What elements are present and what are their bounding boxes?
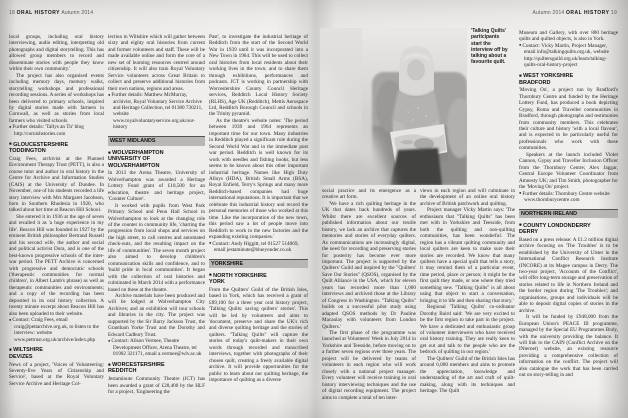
paragraph: local groups, including oral history interviewing, audio editing, interpreting old photographs and digital storytelling. This has allowed group members to record and disseminate stories with people they know within their own community.' [9, 34, 104, 73]
item-heading: ■ WORCESTERSHIRE REDDITCH [108, 361, 165, 375]
item-heading: ■ WOLVERHAMPTON UNIVERSITY OF WOLVERHAMPTON [108, 149, 164, 169]
section-bar: NORTHERN IRELAND [519, 209, 618, 218]
square-bullet-icon: ■ [519, 72, 522, 78]
paragraph: Museum and Gallery, with over 800 heritage quilts and quilted objects, is also in York. [519, 30, 618, 43]
paragraph: lection in Wiltshire which will gather between sixty and eighty oral histories from current and former volunteers and staff. These will be made available online and form the core of a new set of learning resources centred around citizenship. It will also train Royal Voluntary Service volunteers across Great Britain to collect and preserve additional histories from their own nations, regions and areas. [108, 34, 205, 92]
square-bullet-icon: ■ [108, 149, 111, 155]
paragraph: 'We have a rich quilting heritage in the UK that dates back hundreds of years. Whilst there are excellent sources of published information about our textile history, we lack an archive that captures the memories and stories of everyday quilters. As communications are increasingly digital, the need for recording and preserving stories for posterity has become ever more important. The project is supported by the Quilters' Guild and inspired by the "Quilters' Save Our Stories" (QSOS), organised by the Quilt Alliance in the USA, which for eleven years has recorded more than 1,000 interviews and archived those at the Library of Congress in Washington. "Talking Quilts" builds on a successful pilot study using adapted QSOS methods by Dr Pauline Macaulay with volunteers from London Quilters.' [322, 200, 416, 330]
paragraph: As the theatre's website notes: 'The period between 1939 and 1964 represents an important time for our town. Many industries in Redditch played a significant role during the Second World War and in the immediate post war period. Redditch is well known for its work with needles and fishing hooks, but less seems to be known about this other important industrial heritage. Names like High Duty Alloys (HDA), British Small Arms (BSA), Royal Enfield, Terry's Springs and many more Redditch-based companies had huge international reputations. It is important that we celebrate this industrial history and record the personal memories of those who worked at this time. Like the incorporation of the new town, this period saw a lot of people move into Redditch to work in the new factories and the expanding existing companies.' [209, 117, 308, 241]
circle-bullet-icon: ● [108, 91, 112, 97]
paragraph: Past', to investigate the industrial heritage of Redditch from the start of the Second World War in 1939 until it was incorporated into a New Town in 1964. This will be used to collect oral histories from local residents about their working lives in the town; and to share them through exhibitions, performances and podcasts. JCT is working in partnership with Worcestershire County Council Heritage services, Redditch Local History Society (RLHS), Age UK (Redditch), Mettis Aerospace Ltd, Redditch Borough Council and schools in the Trinity pyramid. [209, 34, 308, 118]
right-page-column-1 [322, 188, 416, 412]
paragraph: social practice and its emergence as a creative art form. [322, 188, 416, 201]
item-heading: ■ GLOUCESTERSHIRE TODDINGTON [9, 141, 69, 155]
paragraph: Archive materials have been produced and will be lodged at Wolverhampton City Archives; and an exhibition will tour schools and libraries in the city. The project was supported by the Sir Barry Jackson Trust, the Grantham Yorke Trust and the Dorothy and Edward Cadbury Trust. [108, 293, 205, 338]
paragraph: Speakers at the launch included Violet Cannon, Gypsy and Traveller Inclusion Officer from the Thornbury Centre; Alex Jaggar, Central Europe Volunteer Coordinator from Amnesty UK; and Tim Smith, photographer for the 'Moving On' project. [519, 151, 618, 191]
item-heading: ■ COUNTY LONDONDERRY DERRY [519, 222, 591, 235]
talking-quilts-photo [320, 28, 467, 185]
paragraph: Jestaminute Community Theatre (JCT) has been awarded a grant of £28,400 by the HLF for a project, 'Engineering the [108, 376, 205, 396]
right-page-column-3 [519, 30, 618, 412]
paragraph: News of a project, 'Voices of Volunteering: Seventy-five Years of Citizenship and Service', based at the Royal Voluntary Service Archive and Heritage Col- [9, 361, 104, 387]
circle-bullet-icon: ● [9, 316, 13, 322]
contact-note: ● Further details: 'Tallys an Tir' blog http://cornishstories.com [9, 123, 84, 137]
paragraph: In 2013 the Arena Theatre, University of Wolverhampton was awarded a Heritage Lottery Fund grant of £18,500 for an education, theatre and heritage project, 'Counter Culture'. [108, 170, 205, 203]
left-page-header [9, 10, 93, 16]
circle-bullet-icon: ● [519, 42, 523, 48]
square-bullet-icon: ■ [209, 272, 212, 278]
contact-note: ● Contact: Alison Vermee, Theatre Development Officer, Arena Theatre, tel 01902 321171, email a.vermee@wlv.ac.uk [108, 337, 202, 358]
paragraph: Project manager Vicky Martin says: 'The enthusiasm that "Talking Quilts" has been met with in Yorkshire and Teesside, from both the quilting and non-quilting communities, has been wonderful. The region has a vibrant quilting community and local quilters are keen to make sure their stories are recorded. We know that many quilters have a special quilt that tells a story, it may remind them of a particular event, time period, place or person; it might be the first quilt they made, or one where they tried something new. "Talking Quilts" is all about using that object to start a conversation, bringing it to life and then sharing that story.' [420, 207, 515, 304]
magazine-title: ORAL HISTORY [16, 10, 60, 16]
paragraph: views in each region and will culminate in the development of an online oral history archive of British patchwork and quilting. [420, 188, 515, 207]
left-page-column-2 [108, 34, 205, 412]
paragraph: Based on a press release: A £1.2 million digital archive focusing on 'The Troubles' is to be established by the University of Ulster in the International Conflict Research Institute (INCORE) at its Magee campus in Derry. The two-year project, 'Accounts of the Conflict', will offer long-term storage and preservation of stories related to life in Northern Ireland and the border region during 'The Troubles'; and organisations, groups and individuals will be able to deposit digital copies of stories in the archive. [519, 236, 618, 314]
square-bullet-icon: ■ [108, 361, 111, 367]
paragraph: The project has also organised events including memory days, memory walks, storytelling workshops and professional recording sessions. A series of workshops has been delivered to primary schools, inspired by digital stories made with farmers in Cornwall, as well as stories from local farmers who visited schools. [9, 72, 104, 124]
contact-note: ● Further details: Thornbury Centre website www.thornburycentre.com [519, 190, 610, 204]
right-page-number: 19 [611, 10, 617, 16]
paragraph: From the Quilters' Guild of the British Isles, based in York, which has received a grant of £89,100 for a three year oral history project, 'Talking Quilts: saving quilters' stories'. This will be led by volunteers and aims to 'document, preserve and share the UK's rich and diverse quilting heritage and the stories of quilters. "Talking Quilts" will capture the stories of today's quilt-makers in their own words through recorded and transcribed interviews, together with photographs of their chosen quilt, creating a freely available digital archive. It will provide opportunities for the public to learn about our quilting heritage, the importance of quilting as a diverse [209, 286, 308, 384]
magazine-title: ORAL HISTORY [566, 10, 610, 16]
contact-note: ● Contact: Vicky Martin, Project Manager, email info@talkingquilts.org.uk, website http://quiltersguild.org.uk/learn/talking-quilts-oral-history-project [519, 42, 609, 69]
left-page-number: 18 [9, 10, 15, 16]
circle-bullet-icon: ● [9, 123, 13, 129]
paragraph: She entered it in 1936 at the age of seven and recalled it as 'a huge experience in my life'. Beacon Hill was founded in 1927 by the eminent British philosopher Bertrand Russell and his second wife, the author and social and political activist Dora, and is one of the best-known progressive schools of the inter-war period. The PETT Archive is concerned with progressive and democratic schools ('therapeutic communities for normal children', in Albert Lamb's phrase) as well as therapeutic communities and environments; and a copy of the recording has been deposited in its oral history collection. A twenty minute excerpt about Beacon Hill has also been uploaded to their website. [9, 213, 104, 317]
paragraph: 'Moving On', a project run by Bradford's Thornbury Centre and funded by the Heritage Lottery Fund, has produced a book depicting Gypsy, Roma and Traveller communities in Bradford, through photographs and testimonies from community members. This celebrates their culture and history 'with a local flavour', and is expected to be particularly useful for professionals who work with these communities. [519, 87, 618, 152]
contact-note: ● Further details: Matthew McMurray, archivist, Royal Voluntary Service Archive and Heritage Collection, tel 01380 730211, website www.royalvoluntaryservice.org.uk/our-history [108, 91, 203, 131]
circle-bullet-icon: ● [108, 337, 112, 343]
paragraph: It worked with pupils from West Park Primary School and Penn Hall School in Wolverhampton to look at the changing role of the counter in community life, 'charting the progression from local shops and services on the high street, to call centres and automated check-outs, and the resulting impact on the life of communities'. The seven month project also aimed to develop children's communication skills and confidence, and to 'build pride in local communities'. It began with the collection of oral histories and culminated in March 2014 with a performance based on these at the theatre. [108, 202, 205, 293]
circle-bullet-icon: ● [209, 240, 213, 245]
item-heading: ■ WEST YORKSHIRE BRADFORD [519, 72, 574, 86]
issue-label: Autumn 2014 [532, 10, 565, 16]
left-page-column-3 [209, 34, 308, 412]
left-page-column-1 [9, 34, 104, 412]
right-page-header [532, 10, 617, 16]
paragraph: Craig Fees, archivist at the Planned Environment Therapy Trust (PETT), is also a course tutor and author in oral history in the Centre for Archive and Information Studies (CAIS) at the University of Dundee. In November, one of his students recorded a life story interview with Mrs Margaret Jacobson, born in Southern Rhodesia in 1920, who talked about her time at Beacon Hill School. [9, 155, 104, 214]
issue-label: Autumn 2014 [61, 10, 94, 16]
square-bullet-icon: ■ [519, 222, 522, 228]
photo-caption: 'Talking Quilts' participants start the interview off by talking about a favourite quilt. [471, 28, 508, 66]
item-heading: ■ WILTSHIRE DEVIZES [9, 346, 43, 360]
section-bar: WEST MIDLANDS [108, 136, 205, 145]
right-page-column-2 [420, 188, 515, 412]
circle-bullet-icon: ● [519, 190, 523, 196]
paragraph: Regional 'Talking Quilts' co-ordinator Dorothy Baird said: 'We are very excited to be the first region to take part in the project. We have a dedicated and enthusiastic group of volunteer interviewers who have received oral history training. They are really keen to get out and talk to the people who are the bedrock of quilting in our region.' [420, 304, 515, 356]
square-bullet-icon: ■ [9, 346, 12, 352]
paragraph: The Quilters' Guild of the British Isles has around 6,000 members and aims to promote the appreciation, knowledge and understanding of the art and craft of quilt-making, along with its techniques and heritage. The Quilt [420, 355, 515, 395]
item-heading: ■ NORTH YORKSHIRE YORK [209, 272, 267, 285]
paragraph: The first phase of the programme was launched at Volunteers' Week in July 2014 in Yorkshire and Teesside, before moving on to a further seven regions over three years. The project will be delivered by teams of volunteers in each region who will work closely with a national project manager. Every volunteer will receive training in oral history interviewing techniques and the use of digital recording equipment. The project aims to complete a total of ten inter- [322, 329, 416, 401]
square-bullet-icon: ■ [9, 141, 12, 147]
paragraph: It will be funded by £948,000 from the European Union's PEACE III programme, managed by the Special EU Programmes Body, with the university providing the balance. It will link to the CAIN (Conflict Archive on the INternet) website, an existing resource providing a comprehensive collection of information on the conflict. The project will also catalogue the work that has been carried out on story-telling in and [519, 314, 618, 379]
section-bar: YORKSHIRE [209, 259, 308, 268]
contact-note: ● Contact: Andy Higgitt, tel 01527 514069, email jestaminute@blueyonder.co.uk [209, 240, 299, 253]
contact-note: ● Contact: Craig Fees, email craig@pettarchive.org.uk, to listen to the interview: website www.pettrust.org.uk/archive/index.php [9, 316, 99, 343]
